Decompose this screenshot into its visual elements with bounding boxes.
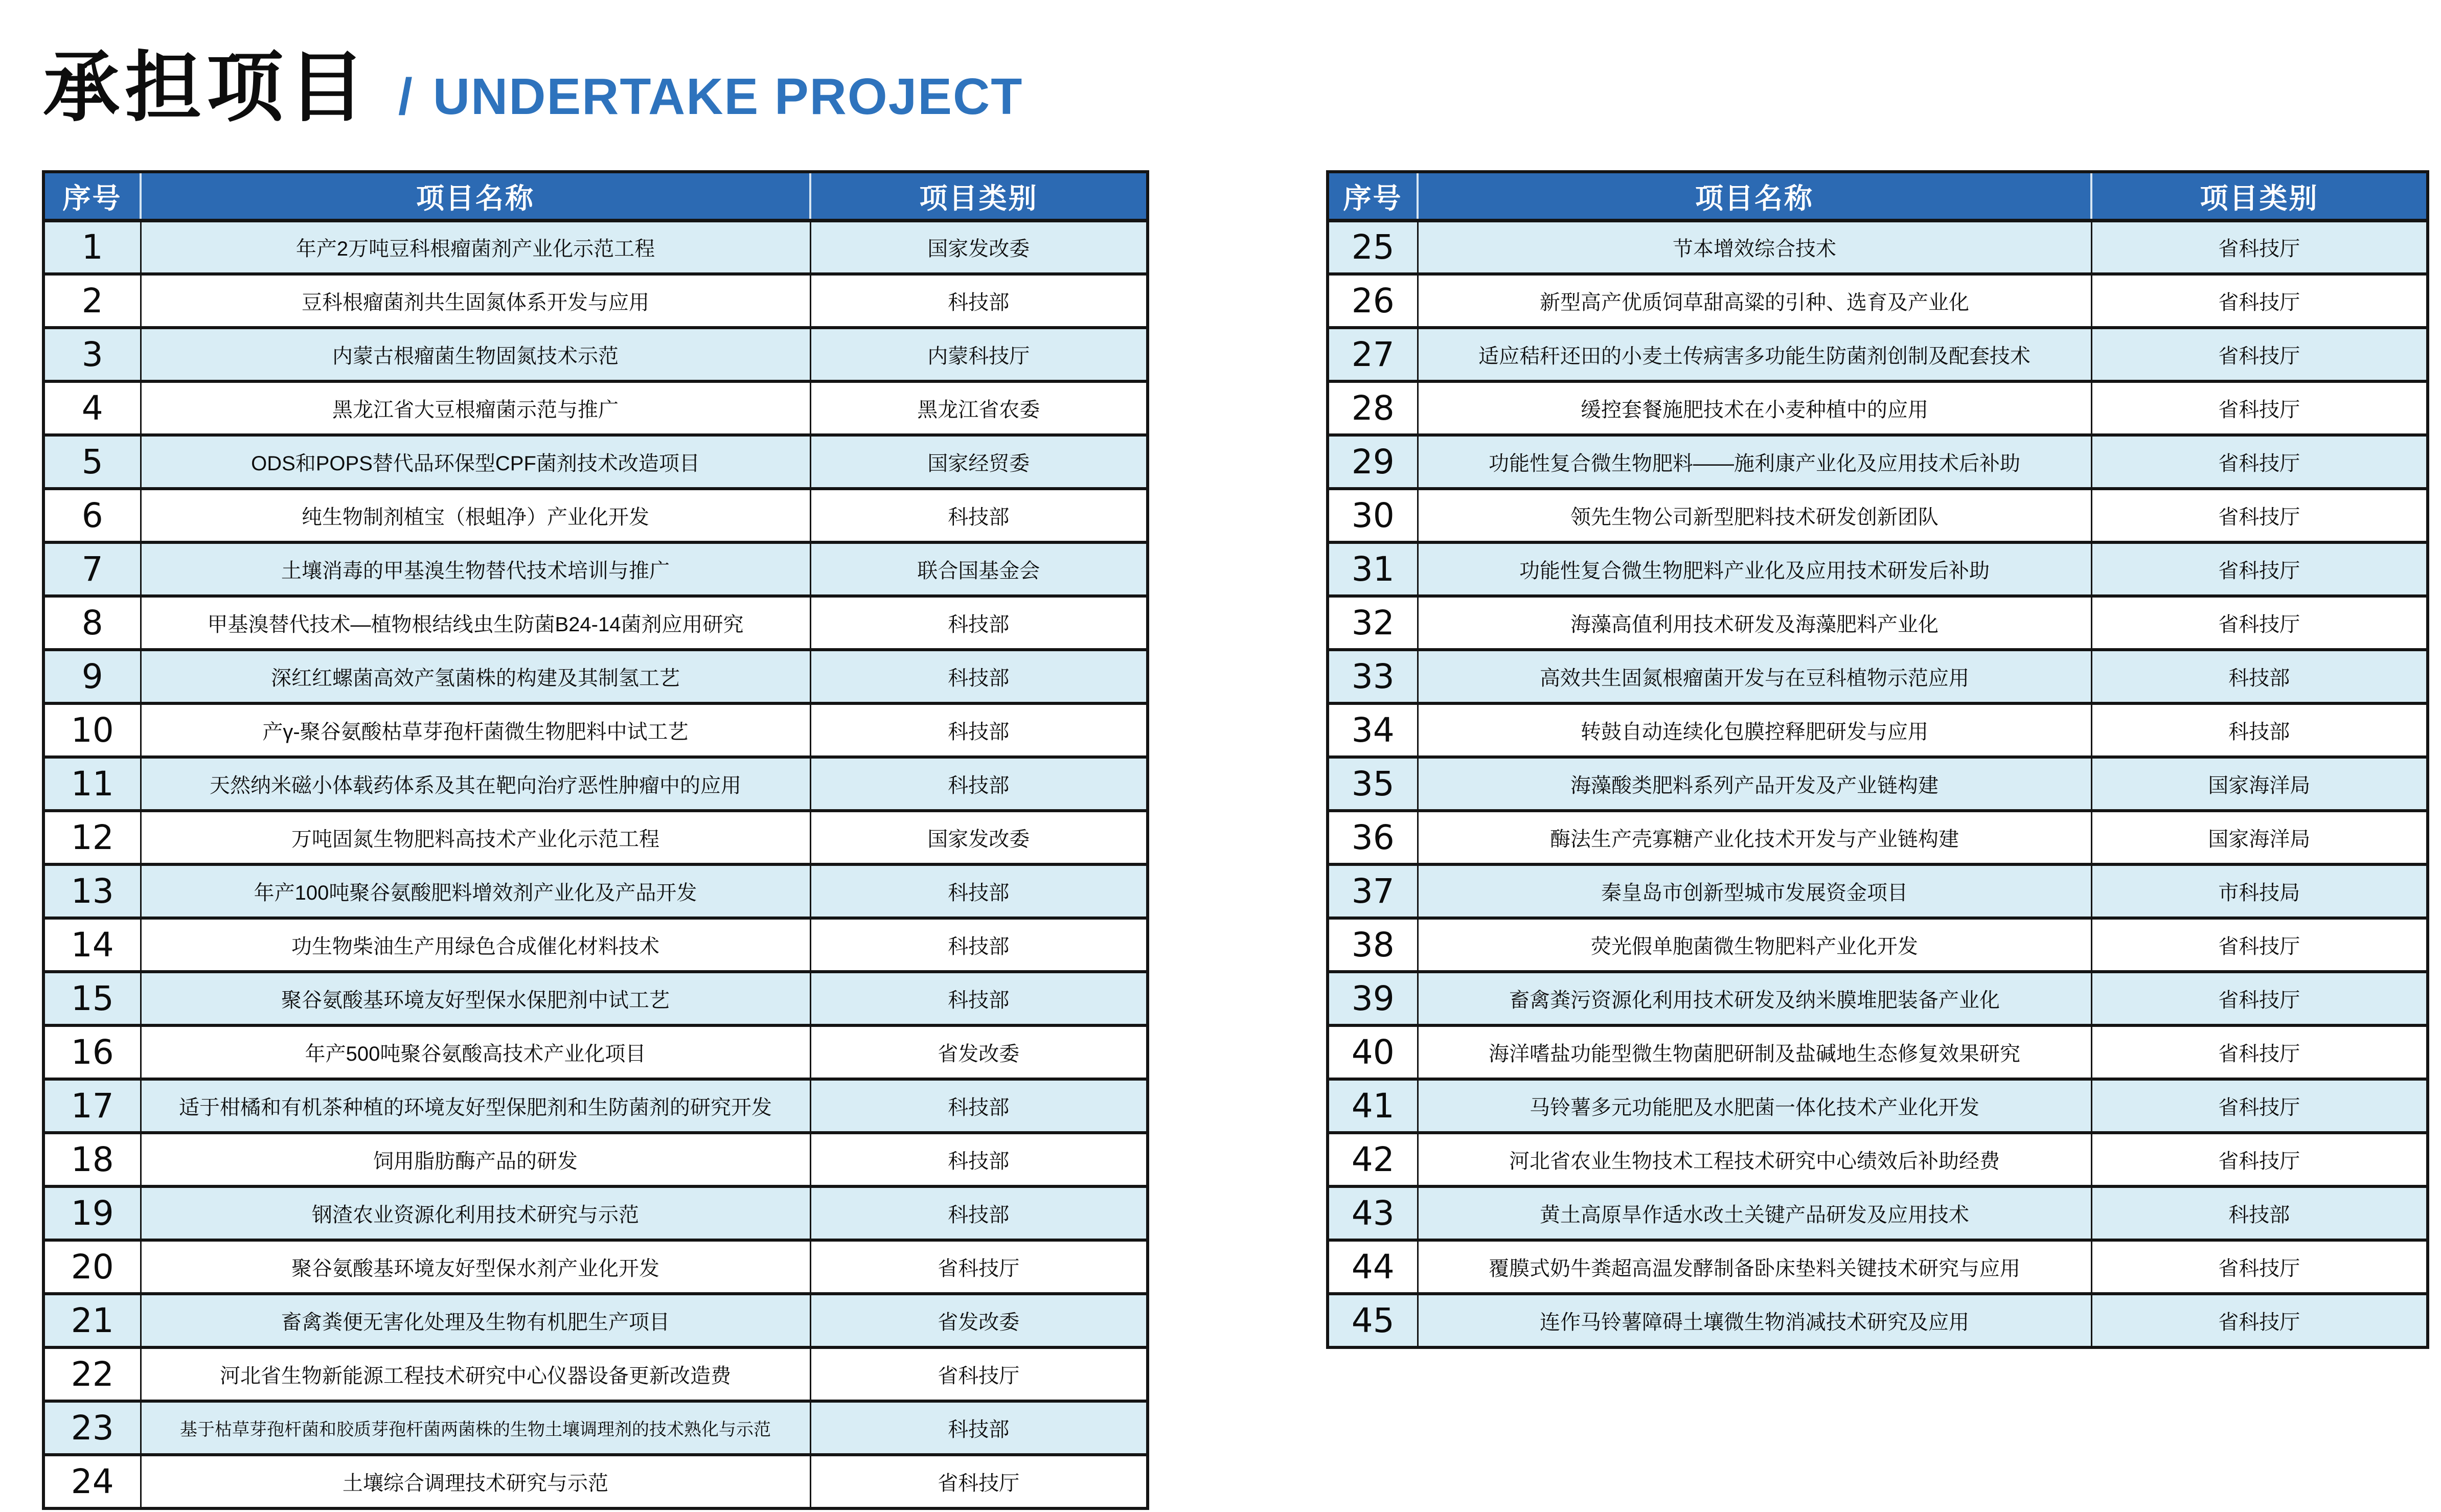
project-category-cell: 国家海洋局: [2091, 811, 2428, 864]
table-row: [43, 1079, 1148, 1133]
row-number-cell: 43: [1328, 1186, 1418, 1240]
row-number-cell: 31: [1328, 542, 1418, 596]
project-category-cell: 内蒙科技厅: [810, 328, 1148, 381]
project-category-cell: 国家发改委: [810, 220, 1148, 274]
table-row: [1328, 274, 2428, 328]
row-number-cell: 33: [1328, 650, 1418, 703]
table-row: [1328, 650, 2428, 703]
project-name-cell: 年产100吨聚谷氨酸肥料增效剂产业化及产品开发: [141, 864, 810, 918]
table-header-row: [43, 172, 1148, 220]
project-category-cell: 科技部: [2091, 650, 2428, 703]
project-name-cell: 功能性复合微生物肥料——施利康产业化及应用技术后补助: [1418, 435, 2091, 489]
table-row: [43, 1025, 1148, 1079]
project-category-cell: 科技部: [810, 1133, 1148, 1186]
project-category-cell: 科技部: [810, 918, 1148, 972]
project-name-cell: 产γ-聚谷氨酸枯草芽孢杆菌微生物肥料中试工艺: [141, 703, 810, 757]
row-number-cell: 2: [43, 274, 141, 328]
project-category-cell: 省科技厅: [2091, 972, 2428, 1025]
project-category-cell: 科技部: [2091, 703, 2428, 757]
row-number-cell: 16: [43, 1025, 141, 1079]
table-row: [1328, 381, 2428, 435]
table-header-row: [1328, 172, 2428, 220]
row-number-cell: 34: [1328, 703, 1418, 757]
table-row: [43, 757, 1148, 811]
project-category-cell: 市科技局: [2091, 864, 2428, 918]
table-row: [1328, 489, 2428, 542]
project-name-cell: 酶法生产壳寡糖产业化技术开发与产业链构建: [1418, 811, 2091, 864]
table-row: [43, 435, 1148, 489]
table-row: [43, 328, 1148, 381]
project-name-cell: 豆科根瘤菌剂共生固氮体系开发与应用: [141, 274, 810, 328]
row-number-cell: 3: [43, 328, 141, 381]
table-row: [1328, 972, 2428, 1025]
project-category-cell: 黑龙江省农委: [810, 381, 1148, 435]
row-number-cell: 15: [43, 972, 141, 1025]
project-name-cell: 海洋嗜盐功能型微生物菌肥研制及盐碱地生态修复效果研究: [1418, 1025, 2091, 1079]
project-category-cell: 省科技厅: [2091, 381, 2428, 435]
project-name-cell: 适于柑橘和有机茶种植的环境友好型保肥剂和生防菌剂的研究开发: [141, 1079, 810, 1133]
project-category-cell: 省科技厅: [2091, 1025, 2428, 1079]
project-name-cell: 饲用脂肪酶产品的研发: [141, 1133, 810, 1186]
project-name-cell: 海藻酸类肥料系列产品开发及产业链构建: [1418, 757, 2091, 811]
title-divider: /: [398, 68, 414, 125]
projects-table-right: [1326, 170, 2429, 1349]
table-row: [1328, 757, 2428, 811]
table-row: [43, 864, 1148, 918]
table-row: [1328, 1240, 2428, 1294]
project-category-cell: 科技部: [810, 1401, 1148, 1455]
table-row: [43, 650, 1148, 703]
project-category-cell: 省科技厅: [2091, 1294, 2428, 1347]
project-name-cell: 基于枯草芽孢杆菌和胶质芽孢杆菌两菌株的生物土壤调理剂的技术熟化与示范: [141, 1401, 810, 1455]
row-number-cell: 22: [43, 1347, 141, 1401]
project-category-cell: 科技部: [810, 757, 1148, 811]
project-category-cell: 科技部: [2091, 1186, 2428, 1240]
row-number-cell: 7: [43, 542, 141, 596]
table-row: [43, 489, 1148, 542]
project-name-cell: 新型高产优质饲草甜高粱的引种、选育及产业化: [1418, 274, 2091, 328]
table-row: [1328, 703, 2428, 757]
row-number-cell: 9: [43, 650, 141, 703]
project-name-cell: 秦皇岛市创新型城市发展资金项目: [1418, 864, 2091, 918]
project-name-cell: 节本增效综合技术: [1418, 220, 2091, 274]
table-row: [43, 542, 1148, 596]
row-number-cell: 37: [1328, 864, 1418, 918]
project-category-cell: 科技部: [810, 1079, 1148, 1133]
project-category-cell: 省科技厅: [2091, 489, 2428, 542]
row-number-cell: 45: [1328, 1294, 1418, 1347]
row-number-cell: 40: [1328, 1025, 1418, 1079]
project-name-cell: 年产2万吨豆科根瘤菌剂产业化示范工程: [141, 220, 810, 274]
row-number-cell: 42: [1328, 1133, 1418, 1186]
project-name-cell: 适应秸秆还田的小麦土传病害多功能生防菌剂创制及配套技术: [1418, 328, 2091, 381]
project-name-cell: 深红红螺菌高效产氢菌株的构建及其制氢工艺: [141, 650, 810, 703]
project-category-cell: 科技部: [810, 596, 1148, 650]
project-category-cell: 国家发改委: [810, 811, 1148, 864]
row-number-cell: 19: [43, 1186, 141, 1240]
project-name-cell: 黄土高原旱作适水改土关键产品研发及应用技术: [1418, 1186, 2091, 1240]
table-row: [43, 1455, 1148, 1508]
project-category-cell: 科技部: [810, 703, 1148, 757]
project-name-cell: 土壤综合调理技术研究与示范: [141, 1455, 810, 1508]
table-row: [43, 274, 1148, 328]
project-category-cell: 省科技厅: [2091, 220, 2428, 274]
project-name-cell: 功生物柴油生产用绿色合成催化材料技术: [141, 918, 810, 972]
project-name-cell: 功能性复合微生物肥料产业化及应用技术研发后补助: [1418, 542, 2091, 596]
header-serial-number: 序号: [1328, 172, 1418, 220]
row-number-cell: 44: [1328, 1240, 1418, 1294]
project-name-cell: 河北省生物新能源工程技术研究中心仪器设备更新改造费: [141, 1347, 810, 1401]
project-name-cell: 畜禽粪便无害化处理及生物有机肥生产项目: [141, 1294, 810, 1347]
row-number-cell: 35: [1328, 757, 1418, 811]
project-name-cell: 黑龙江省大豆根瘤菌示范与推广: [141, 381, 810, 435]
table-row: [1328, 596, 2428, 650]
project-category-cell: 联合国基金会: [810, 542, 1148, 596]
table-row: [43, 918, 1148, 972]
project-name-cell: ODS和POPS替代品环保型CPF菌剂技术改造项目: [141, 435, 810, 489]
row-number-cell: 30: [1328, 489, 1418, 542]
table-row: [43, 1186, 1148, 1240]
project-name-cell: 荧光假单胞菌微生物肥料产业化开发: [1418, 918, 2091, 972]
row-number-cell: 38: [1328, 918, 1418, 972]
row-number-cell: 25: [1328, 220, 1418, 274]
table-row: [43, 1347, 1148, 1401]
table-row: [1328, 1294, 2428, 1347]
table-row: [1328, 435, 2428, 489]
header-project-category: 项目类别: [810, 172, 1148, 220]
project-category-cell: 省科技厅: [2091, 435, 2428, 489]
table-row: [1328, 542, 2428, 596]
project-name-cell: 畜禽粪污资源化利用技术研发及纳米膜堆肥装备产业化: [1418, 972, 2091, 1025]
row-number-cell: 32: [1328, 596, 1418, 650]
table-row: [43, 811, 1148, 864]
row-number-cell: 28: [1328, 381, 1418, 435]
project-name-cell: 海藻高值利用技术研发及海藻肥料产业化: [1418, 596, 2091, 650]
row-number-cell: 10: [43, 703, 141, 757]
row-number-cell: 23: [43, 1401, 141, 1455]
row-number-cell: 20: [43, 1240, 141, 1294]
project-category-cell: 科技部: [810, 650, 1148, 703]
project-category-cell: 省科技厅: [810, 1240, 1148, 1294]
table-row: [43, 1401, 1148, 1455]
project-name-cell: 河北省农业生物技术工程技术研究中心绩效后补助经费: [1418, 1133, 2091, 1186]
project-name-cell: 甲基溴替代技术—植物根结线虫生防菌B24-14菌剂应用研究: [141, 596, 810, 650]
row-number-cell: 27: [1328, 328, 1418, 381]
table-row: [1328, 1079, 2428, 1133]
row-number-cell: 26: [1328, 274, 1418, 328]
row-number-cell: 21: [43, 1294, 141, 1347]
table-row: [43, 1133, 1148, 1186]
project-category-cell: 国家海洋局: [2091, 757, 2428, 811]
project-name-cell: 纯生物制剂植宝（根蛆净）产业化开发: [141, 489, 810, 542]
page-title: [43, 26, 1023, 136]
table-row: [1328, 1133, 2428, 1186]
row-number-cell: 13: [43, 864, 141, 918]
table-row: [1328, 1025, 2428, 1079]
project-name-cell: 连作马铃薯障碍土壤微生物消减技术研究及应用: [1418, 1294, 2091, 1347]
table-row: [43, 1294, 1148, 1347]
row-number-cell: 14: [43, 918, 141, 972]
table-row: [43, 1240, 1148, 1294]
project-name-cell: 土壤消毒的甲基溴生物替代技术培训与推广: [141, 542, 810, 596]
project-name-cell: 转鼓自动连续化包膜控释肥研发与应用: [1418, 703, 2091, 757]
project-name-cell: 马铃薯多元功能肥及水肥菌一体化技术产业化开发: [1418, 1079, 2091, 1133]
project-category-cell: 科技部: [810, 972, 1148, 1025]
project-category-cell: 省科技厅: [810, 1455, 1148, 1508]
row-number-cell: 1: [43, 220, 141, 274]
row-number-cell: 29: [1328, 435, 1418, 489]
project-name-cell: 覆膜式奶牛粪超高温发酵制备卧床垫料关键技术研究与应用: [1418, 1240, 2091, 1294]
project-category-cell: 省科技厅: [810, 1347, 1148, 1401]
project-category-cell: 科技部: [810, 489, 1148, 542]
table-row: [43, 381, 1148, 435]
table-row: [1328, 811, 2428, 864]
row-number-cell: 39: [1328, 972, 1418, 1025]
project-category-cell: 省科技厅: [2091, 1240, 2428, 1294]
project-name-cell: 缓控套餐施肥技术在小麦种植中的应用: [1418, 381, 2091, 435]
project-name-cell: 钢渣农业资源化利用技术研究与示范: [141, 1186, 810, 1240]
row-number-cell: 41: [1328, 1079, 1418, 1133]
table-row: [43, 596, 1148, 650]
table-row: [1328, 864, 2428, 918]
project-category-cell: 国家经贸委: [810, 435, 1148, 489]
project-category-cell: 科技部: [810, 1186, 1148, 1240]
row-number-cell: 12: [43, 811, 141, 864]
table-row: [43, 703, 1148, 757]
page-title-chinese: 承担项目: [43, 44, 371, 130]
page-title-english-text: UNDERTAKE PROJECT: [432, 68, 1023, 125]
project-name-cell: 万吨固氮生物肥料高技术产业化示范工程: [141, 811, 810, 864]
project-category-cell: 省发改委: [810, 1025, 1148, 1079]
row-number-cell: 5: [43, 435, 141, 489]
row-number-cell: 17: [43, 1079, 141, 1133]
header-project-name: 项目名称: [141, 172, 810, 220]
project-category-cell: 省科技厅: [2091, 1079, 2428, 1133]
header-project-category: 项目类别: [2091, 172, 2428, 220]
table-row: [1328, 220, 2428, 274]
header-serial-number: 序号: [43, 172, 141, 220]
project-name-cell: 高效共生固氮根瘤菌开发与在豆科植物示范应用: [1418, 650, 2091, 703]
table-row: [1328, 328, 2428, 381]
project-category-cell: 省科技厅: [2091, 1133, 2428, 1186]
project-category-cell: 省科技厅: [2091, 596, 2428, 650]
projects-table-left: [42, 170, 1149, 1510]
project-category-cell: 省科技厅: [2091, 542, 2428, 596]
page-title-english: [398, 67, 1023, 126]
table-row: [43, 220, 1148, 274]
table-row: [1328, 918, 2428, 972]
row-number-cell: 6: [43, 489, 141, 542]
table-row: [1328, 1186, 2428, 1240]
table-row: [43, 972, 1148, 1025]
project-category-cell: 科技部: [810, 274, 1148, 328]
row-number-cell: 36: [1328, 811, 1418, 864]
project-name-cell: 年产500吨聚谷氨酸高技术产业化项目: [141, 1025, 810, 1079]
project-category-cell: 省发改委: [810, 1294, 1148, 1347]
project-name-cell: 内蒙古根瘤菌生物固氮技术示范: [141, 328, 810, 381]
project-name-cell: 天然纳米磁小体载药体系及其在靶向治疗恶性肿瘤中的应用: [141, 757, 810, 811]
project-category-cell: 省科技厅: [2091, 918, 2428, 972]
row-number-cell: 18: [43, 1133, 141, 1186]
project-category-cell: 省科技厅: [2091, 274, 2428, 328]
project-category-cell: 省科技厅: [2091, 328, 2428, 381]
project-category-cell: 科技部: [810, 864, 1148, 918]
row-number-cell: 24: [43, 1455, 141, 1508]
row-number-cell: 11: [43, 757, 141, 811]
project-name-cell: 领先生物公司新型肥料技术研发创新团队: [1418, 489, 2091, 542]
row-number-cell: 8: [43, 596, 141, 650]
header-project-name: 项目名称: [1418, 172, 2091, 220]
project-name-cell: 聚谷氨酸基环境友好型保水保肥剂中试工艺: [141, 972, 810, 1025]
row-number-cell: 4: [43, 381, 141, 435]
project-name-cell: 聚谷氨酸基环境友好型保水剂产业化开发: [141, 1240, 810, 1294]
